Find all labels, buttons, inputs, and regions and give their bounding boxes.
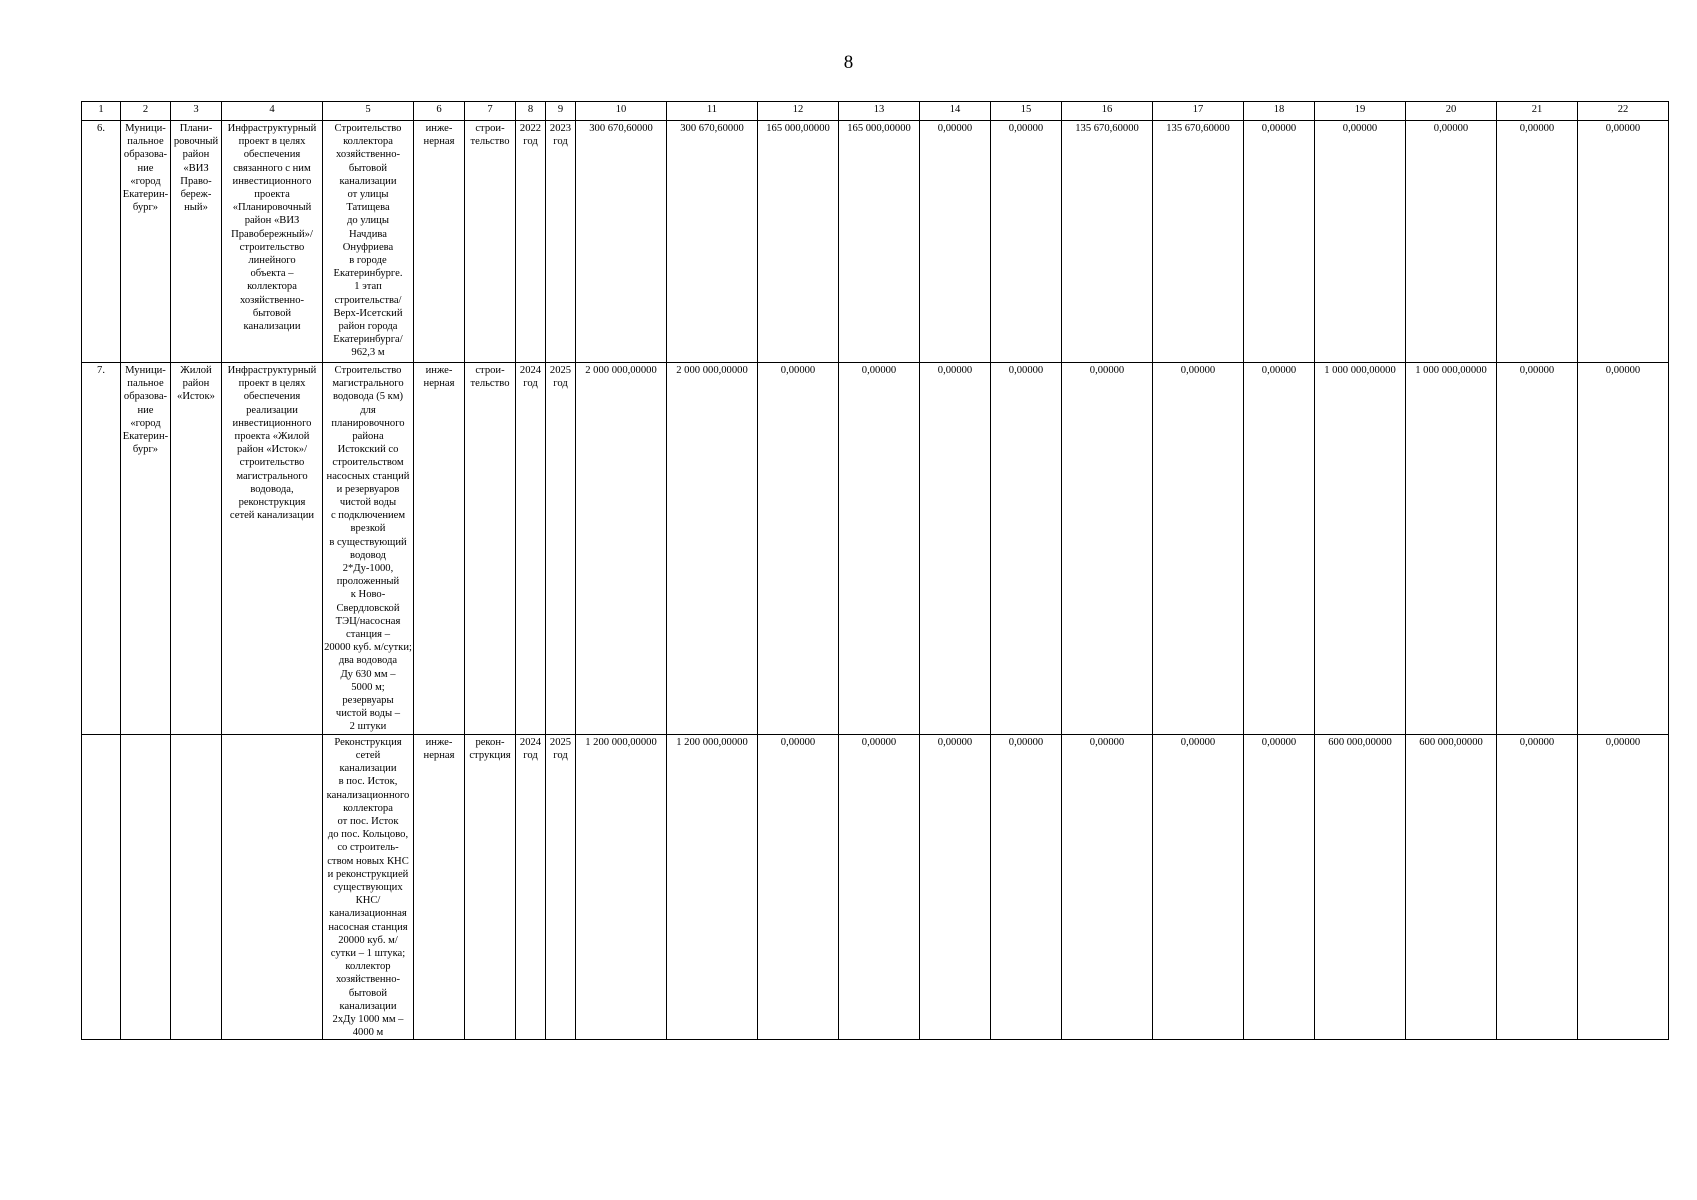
column-header: 20: [1406, 102, 1497, 121]
amount-cell: 0,00000: [991, 121, 1062, 363]
amount-cell: 0,00000: [1497, 734, 1578, 1040]
column-header: 9: [546, 102, 576, 121]
table-row: [82, 363, 1669, 735]
amount-cell: 0,00000: [1578, 734, 1669, 1040]
amount-cell: 0,00000: [1244, 121, 1315, 363]
amount-cell: 165 000,00000: [839, 121, 920, 363]
table-row: [82, 734, 1669, 1040]
page-number: 8: [843, 52, 854, 73]
column-header: 8: [516, 102, 546, 121]
amount-cell: 300 670,60000: [576, 121, 667, 363]
amount-cell: 0,00000: [1153, 734, 1244, 1040]
municipality-cell: Муници- пальное образова- ние «город Екатерин- бург»: [121, 121, 171, 363]
column-header: 6: [414, 102, 465, 121]
district-cell: Жилой район «Исток»: [171, 363, 222, 735]
amount-cell: 1 200 000,00000: [667, 734, 758, 1040]
amount-cell: 0,00000: [758, 734, 839, 1040]
column-header: 21: [1497, 102, 1578, 121]
municipality-cell: Муници- пальное образова- ние «город Екатерин- бург»: [121, 363, 171, 735]
infrastructure-type-cell: инже- нерная: [414, 121, 465, 363]
end-year-cell: 2025 год: [546, 734, 576, 1040]
column-header: 22: [1578, 102, 1669, 121]
amount-cell: 135 670,60000: [1062, 121, 1153, 363]
start-year-cell: 2024 год: [516, 734, 546, 1040]
amount-cell: 0,00000: [1062, 363, 1153, 735]
end-year-cell: 2023 год: [546, 121, 576, 363]
column-header: 16: [1062, 102, 1153, 121]
end-year-cell: 2025 год: [546, 363, 576, 735]
amount-cell: 0,00000: [1244, 734, 1315, 1040]
amount-cell: 0,00000: [920, 121, 991, 363]
amount-cell: 1 200 000,00000: [576, 734, 667, 1040]
object-description-cell: Реконструкция сетей канализации в пос. Исток, канализационного коллектора от пос. Исток до пос. Кольцово, со строитель- ством новых КНС и реконструкцией существующих КНС/ канализационная насосная станция 20000 куб. м/ сутки – 1 штука; коллектор хозяйственно- бытовой канализации 2хДу 1000 мм – 4000 м: [323, 734, 414, 1040]
amount-cell: 0,00000: [1497, 121, 1578, 363]
amount-cell: 0,00000: [1578, 121, 1669, 363]
row-number-cell: 6.: [82, 121, 121, 363]
object-description-cell: Строительство коллектора хозяйственно- бытовой канализации от улицы Татищева до улицы Начдива Онуфриева в городе Екатеринбурге. 1 этап строительства/ Верх-Исетский район города Екатеринбурга/ 962,3 м: [323, 121, 414, 363]
infrastructure-type-cell: инже- нерная: [414, 734, 465, 1040]
project-name-cell: Инфраструктурный проект в целях обеспечения реализации инвестиционного проекта «Жилой район «Исток»/ строительство магистрального водовода, реконструкция сетей канализации: [222, 363, 323, 735]
amount-cell: 300 670,60000: [667, 121, 758, 363]
amount-cell: 2 000 000,00000: [576, 363, 667, 735]
amount-cell: 0,00000: [991, 363, 1062, 735]
column-header: 12: [758, 102, 839, 121]
amount-cell: 2 000 000,00000: [667, 363, 758, 735]
column-header: 13: [839, 102, 920, 121]
column-number-row: [82, 102, 1669, 121]
project-name-cell: [222, 734, 323, 1040]
amount-cell: 0,00000: [920, 363, 991, 735]
district-cell: Плани- ровочный район «ВИЗ Право- береж- ный»: [171, 121, 222, 363]
amount-cell: 0,00000: [839, 363, 920, 735]
column-header: 11: [667, 102, 758, 121]
column-header: 14: [920, 102, 991, 121]
project-name-cell: Инфраструктурный проект в целях обеспечения связанного с ним инвестиционного проекта «Планировочный район «ВИЗ Правобережный»/ строительство линейного объекта – коллектора хозяйственно- бытовой канализации: [222, 121, 323, 363]
column-header: 5: [323, 102, 414, 121]
column-header: 10: [576, 102, 667, 121]
column-header: 7: [465, 102, 516, 121]
column-header: 2: [121, 102, 171, 121]
table-row: [82, 121, 1669, 363]
amount-cell: 0,00000: [1406, 121, 1497, 363]
amount-cell: 0,00000: [758, 363, 839, 735]
amount-cell: 0,00000: [1497, 363, 1578, 735]
work-type-cell: строи- тельство: [465, 363, 516, 735]
amount-cell: 0,00000: [839, 734, 920, 1040]
amount-cell: 0,00000: [991, 734, 1062, 1040]
municipality-cell: [121, 734, 171, 1040]
column-header: 4: [222, 102, 323, 121]
row-number-cell: 7.: [82, 363, 121, 735]
column-header: 3: [171, 102, 222, 121]
column-header: 15: [991, 102, 1062, 121]
amount-cell: 135 670,60000: [1153, 121, 1244, 363]
row-number-cell: [82, 734, 121, 1040]
amount-cell: 0,00000: [920, 734, 991, 1040]
amount-cell: 0,00000: [1315, 121, 1406, 363]
amount-cell: 0,00000: [1578, 363, 1669, 735]
amount-cell: 600 000,00000: [1315, 734, 1406, 1040]
district-cell: [171, 734, 222, 1040]
amount-cell: 1 000 000,00000: [1315, 363, 1406, 735]
column-header: 18: [1244, 102, 1315, 121]
work-type-cell: рекон- струкция: [465, 734, 516, 1040]
start-year-cell: 2024 год: [516, 363, 546, 735]
amount-cell: 1 000 000,00000: [1406, 363, 1497, 735]
column-header: 17: [1153, 102, 1244, 121]
investment-projects-table: [81, 101, 1669, 1040]
infrastructure-type-cell: инже- нерная: [414, 363, 465, 735]
column-header: 1: [82, 102, 121, 121]
column-header: 19: [1315, 102, 1406, 121]
start-year-cell: 2022 год: [516, 121, 546, 363]
work-type-cell: строи- тельство: [465, 121, 516, 363]
object-description-cell: Строительство магистрального водовода (5 км) для планировочного района Истокский со строительством насосных станций и резервуаров чистой воды с подключением врезкой в существующий водовод 2*Ду-1000, проложенный к Ново- Свердловской ТЭЦ/насосная станция – 20000 куб. м/сутки; два водовода Ду 630 мм – 5000 м; резервуары чистой воды – 2 штуки: [323, 363, 414, 735]
amount-cell: 600 000,00000: [1406, 734, 1497, 1040]
amount-cell: 165 000,00000: [758, 121, 839, 363]
amount-cell: 0,00000: [1244, 363, 1315, 735]
amount-cell: 0,00000: [1153, 363, 1244, 735]
amount-cell: 0,00000: [1062, 734, 1153, 1040]
